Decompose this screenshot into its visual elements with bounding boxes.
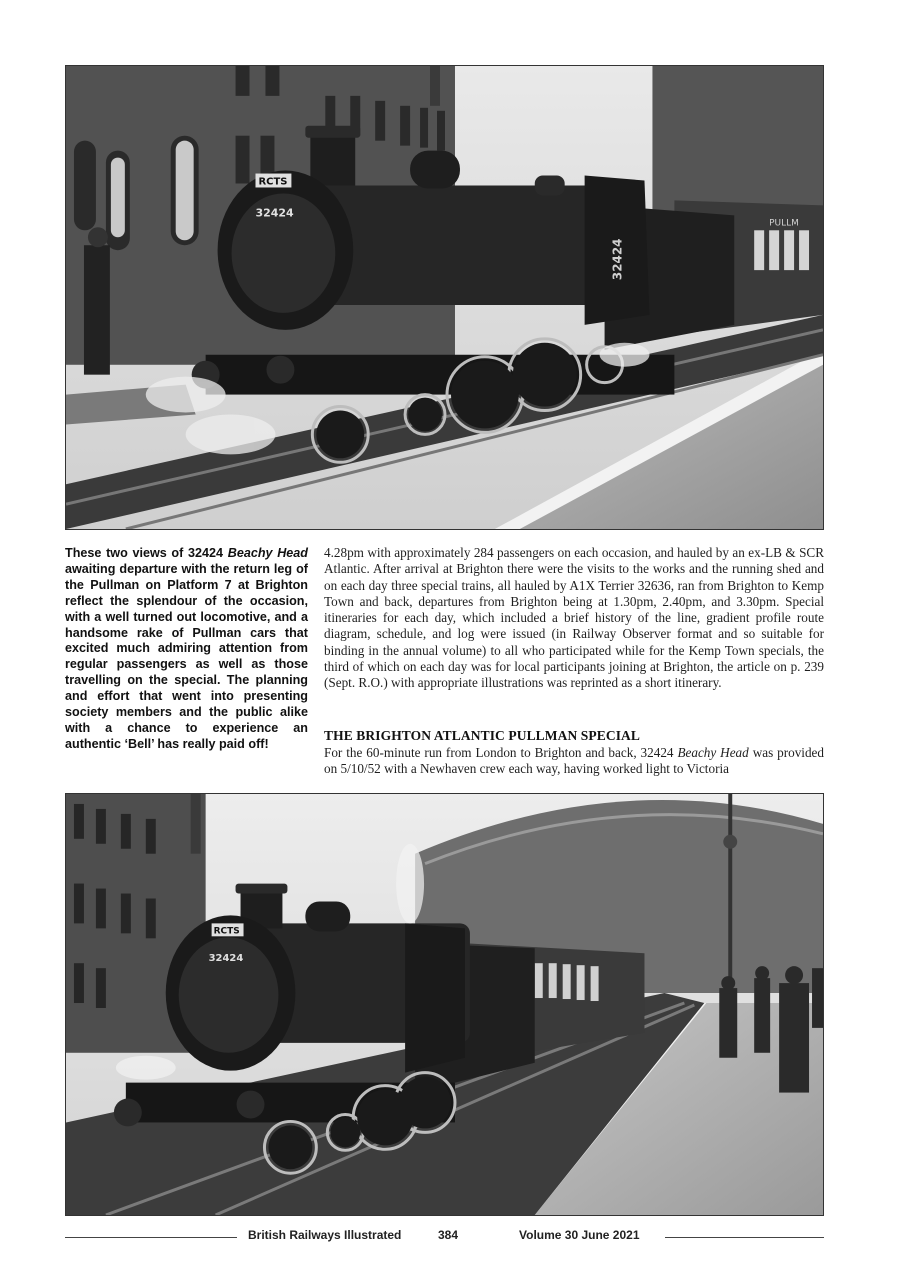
- footer-rule-right: [665, 1237, 824, 1238]
- pullman-coach-lettering: PULLM: [769, 218, 799, 229]
- section-heading: THE BRIGHTON ATLANTIC PULLMAN SPECIAL: [324, 728, 641, 743]
- article-paragraph-2: [324, 745, 824, 778]
- page-footer: [65, 1226, 824, 1248]
- top-photo-drawing: [66, 66, 823, 529]
- paragraph-2-loco-name: Beachy Head: [677, 745, 749, 760]
- smokebox-number-plate: 32424: [255, 206, 294, 220]
- top-photo-locomotive-32424: [65, 65, 824, 530]
- caption-loco-name: Beachy Head: [227, 546, 308, 560]
- footer-volume: Volume 30 June 2021: [519, 1228, 640, 1242]
- article-paragraph-1: 4.28pm with approximately 284 passengers on each occasion, and hauled by an ex-LB & SCR Atlantic. After arrival at Brighton there were the visits to the works and the running shed and on each day three special trains, all hauled by A1X Terrier 32636, ran from Brighton to Kemp Town and back, departures from Brighton being at 1.30pm, 2.40pm, and 3.30pm. Special itineraries for each day, which included a brief history of the line, gradient profile route diagram, schedule, and log were issued (in Railway Observer format and so suitable for binding in the annual volume) to all who participated while for the Kemp Town specials, the third of which on each day was for local participants joining at Brighton, the article on p. 239 (Sept. R.O.) with appropriate illustrations was reprinted as a short itinerary.: [324, 545, 824, 691]
- paragraph-2-rest: was provided on 5/10/52 with a Newhaven crew each way, having worked light to Victoria: [324, 745, 825, 777]
- caption-rest: awaiting departure with the return leg of the Pullman on Platform 7 at Brighton reflect the splendour of the occasion, with a well turned out locomotive, and a handsome rake of Pullman cars that excited much admiring attention from regular passengers as well as those travelling on the special. The planning and effort that went into presenting society members and the public alike with a chance to experience an authentic ‘Bell’ has really paid off!: [65, 561, 308, 751]
- paragraph-2-lead: For the 60-minute run from London to Brighton and back, 32424: [324, 745, 674, 760]
- bottom-photo-drawing: [66, 794, 823, 1215]
- rcts-headboard-bottom: RCTS: [213, 926, 240, 937]
- footer-publication: British Railways Illustrated: [248, 1228, 402, 1242]
- footer-rule-left: [65, 1237, 237, 1238]
- cab-side-number: 32424: [610, 238, 625, 281]
- photo-caption: [65, 546, 308, 753]
- rcts-headboard: RCTS: [258, 176, 288, 188]
- smokebox-number-plate-bottom: 32424: [208, 953, 244, 965]
- bottom-photo-locomotive-32424: [65, 793, 824, 1216]
- footer-page-number: 384: [438, 1228, 459, 1242]
- caption-lead: These two views of 32424: [65, 546, 224, 560]
